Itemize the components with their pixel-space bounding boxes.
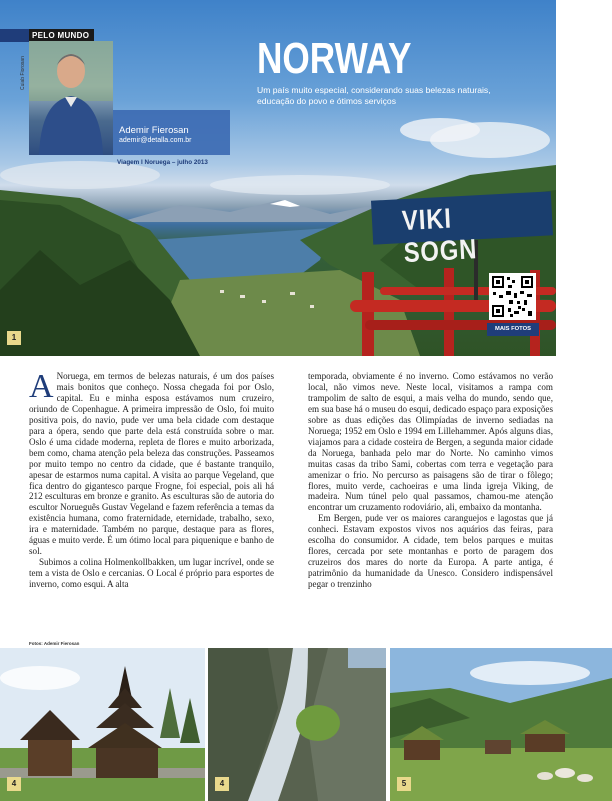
photo-number-3: 4 (7, 777, 21, 791)
author-email: ademir@detalla.com.br (119, 137, 192, 144)
more-photos-button[interactable]: MAIS FOTOS (487, 323, 539, 336)
qr-code[interactable] (489, 273, 536, 320)
author-name: Ademir Fierosan (119, 125, 189, 136)
article-paragraph: temporada, obviamente é no inverno. Como estávamos no verão local, não vimos neve. Neste local, visitamos a rampa com trampolim de salto de esqui, a mais velha do mundo, sendo que, em sua base há o museu do esqui, dedicado espaço para exposições sobre as duas edições das Olimpíadas de inverno sediadas na Noruega; 1952 em Oslo e 1994 em Lillehammer. Após alguns dias, viajamos para a cidade costeira de Bergen, a segunda maior cidade da Noruega, banhada pelo mar do Norte. No caminho vimos muitas casas da tribo Sami, cobertas com terra e vegetação para amenizar o frio. No percurso as paisagens são de tirar o fôlego; flores, muito verde, cachoeiras e uma linda igreja Viking, de madeira. Num túnel pelo qual passamos, chamou-me atenção encontrar um cruzamento rodoviário, ali, embaixo da montanha. (308, 371, 553, 513)
page-subtitle: Um país muito especial, considerando suas belezas naturais, educação do povo e ótimos serviços (257, 85, 491, 106)
article-column-1 (29, 368, 274, 590)
viki-sogn-sign: VIKI SOGN (371, 191, 553, 244)
article-paragraph: Em Bergen, pude ver os maiores caranguejos e lagostas que já conheci. Estavam expostos vivos nos aquários das feiras, para escolha do consumidor. A cidade, tem belos parques e muitas flores, cercada por sete montanhas e porto de paragem dos cruzeiros dos mares do norte da Europa. A parte antiga, é patrimônio da humanidade da Unesco. Considero indispensável pegar o trenzinho (308, 513, 553, 590)
grass-roof-houses-image (390, 648, 612, 801)
photo-stave-church (0, 648, 205, 801)
stave-church-image (0, 648, 205, 801)
photo-waterfall (208, 648, 386, 801)
qr-icon (489, 273, 536, 320)
photo-number-4: 4 (215, 777, 229, 791)
waterfall-image (208, 648, 386, 801)
photo-grass-roof-houses (390, 648, 612, 801)
article-paragraph: Subimos a colina Holmenkollbakken, um lugar incrível, onde se tem a vista de Oslo e cercanias. O Local é próprio para esportes de inverno, como esqui. A alta (29, 557, 274, 590)
section-label: PELO MUNDO (32, 31, 90, 40)
photos-credit: Fotos: Ademir Fierosan (29, 641, 80, 646)
photo-number-5: 5 (397, 777, 411, 791)
author-portrait (29, 41, 113, 155)
page-title: NORWAY (257, 34, 412, 83)
article-paragraph: Noruega, em termos de belezas naturais, é um dos países mais bonitos que conheço. Nossa chegada foi por Oslo, capital. Eu e minha esposa estávamos num cruzeiro, oriundo de Copenhague. A primeira impressão de Oslo, foi muito positiva pois, do navio, pude ver uma bela cidade com destaque para a ópera, sendo que parte dela está construída sobre o mar. Oslo é uma cidade moderna, repleta de flores e muito arborizada, bem como, chama atenção pela beleza das construções. Passeamos por muito tempo no centro da cidade, que é bastante tranquilo, apesar de estarmos numa capital. A visita ao parque Vegeland, que fica dentro do gigantesco parque Frogne, foi especial, pois ali há 212 esculturas em bronze e granito. As esculturas são de autoria do escultor Norueguês Gustav Vegeland e fazem referência a temas da existência humana, como fraternidade, eternidade, trabalho, sexo, ira e maternidade. Também no parque, destaque para as flores, águas e muito verde. É um ótimo local para piquenique e banho de sol. (29, 371, 274, 557)
photo-number-1: 1 (7, 331, 21, 345)
drop-cap: A (29, 368, 54, 405)
article-column-2 (308, 371, 553, 590)
trip-info: Viagem I Noruega – julho 2013 (117, 159, 208, 166)
photo-credit-vertical: Cuiab Fiorosan (20, 56, 26, 90)
author-photo (29, 41, 113, 155)
